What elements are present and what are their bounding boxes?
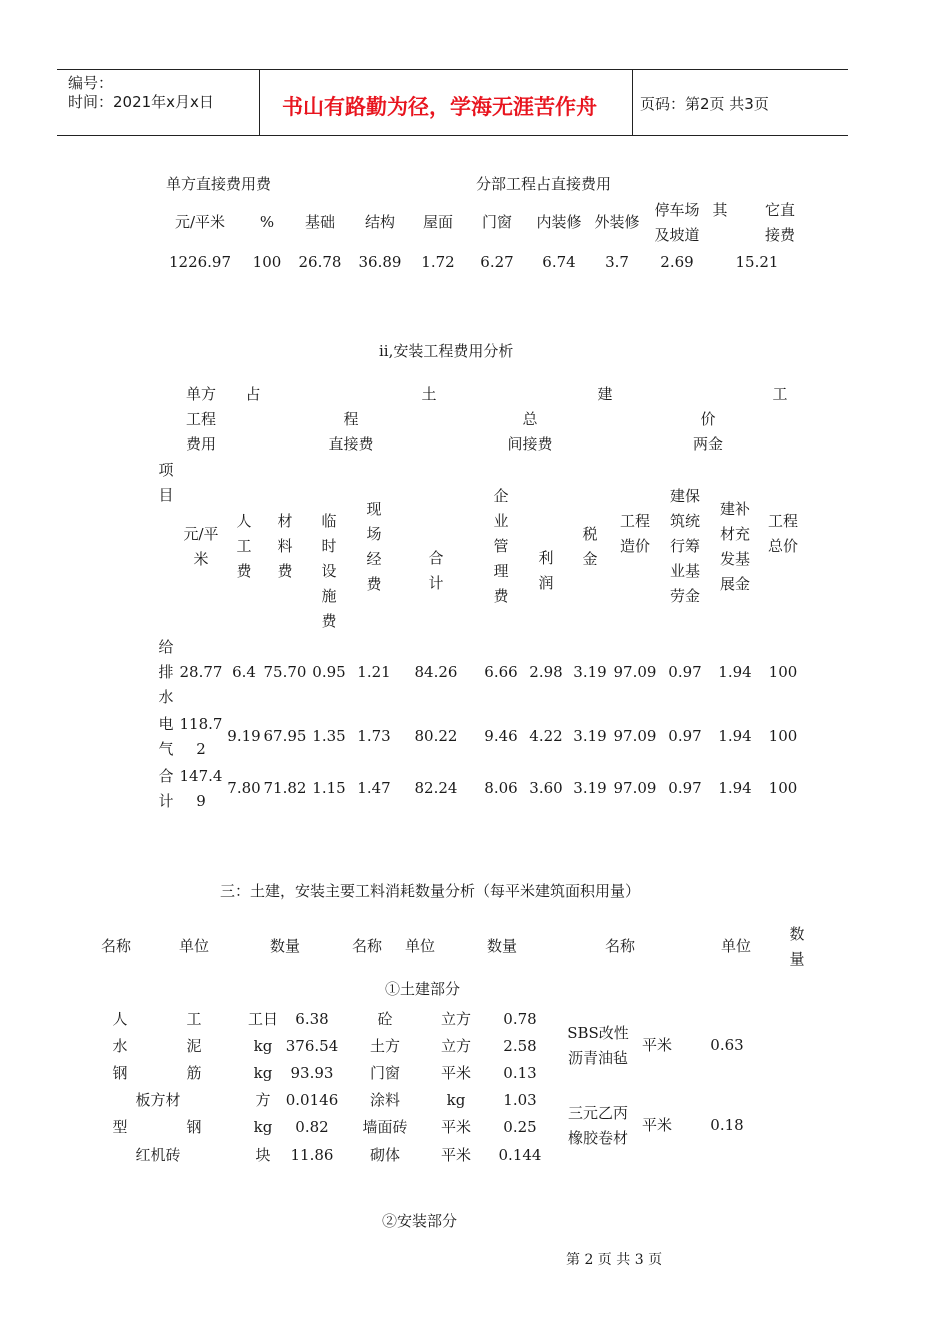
s3-col3-qty: 0.18 [710, 1116, 744, 1134]
s3-header: 数量 [269, 937, 300, 955]
s1-value: 1.72 [421, 253, 455, 271]
s2-top-header-cell: 建 [597, 385, 613, 403]
s2-row-value: 1.15 [312, 779, 346, 797]
s2-top-header-cell: 土 [421, 385, 437, 403]
s3-col1-name-tail: 工 [186, 1010, 202, 1028]
s3-col1-name: 人 [112, 1010, 128, 1028]
s1-left-heading: 单方直接费用费 [166, 175, 272, 193]
s2-sub-header: 建补 材充 发基 展金 [719, 500, 750, 593]
s1-col-header: 它直 接费 [764, 201, 795, 244]
header-page-info: 页码：第2页 共3页 [640, 95, 769, 113]
s3-col2-qty: 0.78 [503, 1010, 537, 1028]
s3-header: 单位 [404, 937, 435, 955]
s2-sub-header: 合 计 [428, 549, 444, 592]
s3-header: 名称 [100, 937, 131, 955]
s3-col1-qty: 0.82 [295, 1118, 329, 1136]
s3-col2-name: 涂料 [369, 1091, 400, 1109]
s1-col-header: 停车场 及坡道 [654, 201, 700, 244]
s2-row-value: 9.19 [227, 727, 261, 745]
s2-row-cost: 147.4 9 [179, 767, 223, 810]
s2-row-value: 1.94 [718, 727, 752, 745]
s3-col1-unit: kg [253, 1064, 273, 1082]
s2-top-header-cell: 占 [245, 385, 261, 403]
s2-row-value: 4.22 [529, 727, 563, 745]
s2-row-name: 给 排 水 [158, 638, 174, 706]
s1-col-header: 内装修 [536, 213, 582, 231]
s3-col3-name: 三元乙丙 橡胶卷材 [567, 1104, 628, 1147]
s2-row-value: 1.21 [357, 663, 391, 681]
s2-row-value: 0.97 [668, 727, 702, 745]
s3-col1-qty: 11.86 [290, 1146, 334, 1164]
s1-value: 26.78 [298, 253, 342, 271]
s3-col2-qty: 2.58 [503, 1037, 537, 1055]
s3-header: 名称 [351, 937, 382, 955]
header-divider-left [259, 69, 260, 136]
s3-col1-name: 板方材 [135, 1091, 181, 1109]
s2-top-header-cell: 单方 工程 费用 [185, 385, 216, 453]
s2-row-value: 8.06 [484, 779, 518, 797]
s3-col3-qty: 0.63 [710, 1036, 744, 1054]
s3-header: 数量 [486, 937, 517, 955]
s2-row-value: 80.22 [414, 727, 458, 745]
header-top-rule [57, 69, 848, 70]
s2-sub-header: 人 工 费 [236, 512, 252, 580]
s3-col1-qty: 0.0146 [285, 1091, 339, 1109]
s2-row-value: 1.47 [357, 779, 391, 797]
s1-col-header: 外装修 [594, 213, 640, 231]
s3-col1-unit: 块 [255, 1146, 271, 1164]
s3-col1-unit: 工日 [247, 1010, 278, 1028]
s2-row-value: 82.24 [414, 779, 458, 797]
s2-row-cost: 28.77 [179, 663, 223, 681]
s2-row-name: 电 气 [158, 715, 174, 758]
s3-col2-unit: 平米 [440, 1146, 471, 1164]
s3-col3-name: SBS改性 沥青油毡 [567, 1024, 629, 1067]
s2-row-value: 3.19 [573, 779, 607, 797]
s1-value: 100 [252, 253, 282, 271]
s2-row-value: 3.19 [573, 727, 607, 745]
s3-col1-name-tail: 筋 [186, 1064, 202, 1082]
s2-row-value: 6.66 [484, 663, 518, 681]
s2-top-header-cell: 总 间接费 [507, 410, 553, 453]
s3-header: 名称 [604, 937, 635, 955]
s3-col2-name: 砼 [377, 1010, 393, 1028]
s1-col-header: 基础 [304, 213, 335, 231]
s2-row-value: 6.4 [232, 663, 256, 681]
s3-col2-name: 土方 [369, 1037, 400, 1055]
s1-col-header: 其 [712, 201, 728, 219]
s3-col3-unit: 平米 [641, 1036, 672, 1054]
s2-row-value: 7.80 [227, 779, 261, 797]
s1-col-header: 屋面 [422, 213, 453, 231]
header-number-label: 编号： [68, 74, 114, 92]
s1-value: 6.27 [480, 253, 514, 271]
s1-col-header: 门窗 [481, 213, 512, 231]
s3-col1-name: 水 [112, 1037, 128, 1055]
s3-col2-qty: 0.25 [503, 1118, 537, 1136]
s2-row-value: 75.70 [263, 663, 307, 681]
s3-col2-unit: kg [446, 1091, 466, 1109]
s1-value: 36.89 [358, 253, 402, 271]
s3-col1-name-tail: 泥 [186, 1037, 202, 1055]
s3-col1-unit: 方 [255, 1091, 271, 1109]
s3-header: 单位 [720, 937, 751, 955]
s2-top-header-cell: 价 两金 [692, 410, 723, 453]
s2-sub-header: 企 业 管 理 费 [493, 487, 509, 605]
s3-col2-qty: 0.144 [498, 1146, 542, 1164]
s3-col1-name: 型 [112, 1118, 128, 1136]
s2-row-value: 0.95 [312, 663, 346, 681]
s3-title: 三：土建，安装主要工料消耗数量分析（每平米建筑面积用量） [220, 882, 641, 900]
s2-sub-header: 工程 总价 [767, 512, 798, 555]
s2-row-value: 3.19 [573, 663, 607, 681]
s3-subtitle-install: ②安装部分 [382, 1212, 458, 1230]
s2-sub-header: 利 润 [538, 549, 554, 592]
s2-sub-header: 工程 造价 [619, 512, 650, 555]
s2-row-value: 97.09 [613, 663, 657, 681]
s2-row-value: 84.26 [414, 663, 458, 681]
s1-value: 1226.97 [168, 253, 232, 271]
s3-col1-qty: 93.93 [290, 1064, 334, 1082]
s3-header: 数 量 [789, 925, 805, 968]
s2-row-value: 0.97 [668, 779, 702, 797]
s1-value: 6.74 [542, 253, 576, 271]
s3-col1-unit: kg [253, 1037, 273, 1055]
s3-col2-qty: 0.13 [503, 1064, 537, 1082]
s2-row-value: 1.35 [312, 727, 346, 745]
s1-right-heading: 分部工程占直接费用 [476, 175, 612, 193]
s2-row-value: 67.95 [263, 727, 307, 745]
s1-value: 15.21 [735, 253, 779, 271]
s3-col2-name: 砌体 [369, 1146, 400, 1164]
s1-value: 3.7 [605, 253, 629, 271]
s2-row-value: 97.09 [613, 779, 657, 797]
s2-sub-header: 元/平 米 [183, 525, 219, 568]
s3-subtitle-civil: ①土建部分 [385, 980, 461, 998]
header-divider-right [632, 69, 633, 136]
s3-col1-unit: kg [253, 1118, 273, 1136]
s3-col1-name: 红机砖 [135, 1146, 181, 1164]
s3-header: 单位 [178, 937, 209, 955]
s2-top-header-cell: 程 直接费 [328, 410, 374, 453]
header-motto: 书山有路勤为径，学海无涯苦作舟 [282, 95, 597, 119]
s2-row-value: 3.60 [529, 779, 563, 797]
s3-col2-name: 墙面砖 [362, 1118, 408, 1136]
s2-row-value: 1.94 [718, 779, 752, 797]
s3-col1-qty: 6.38 [295, 1010, 329, 1028]
s2-sub-header: 税 金 [582, 525, 598, 568]
s2-row-value: 97.09 [613, 727, 657, 745]
s3-col2-name: 门窗 [369, 1064, 400, 1082]
s2-title: ii,安装工程费用分析 [379, 342, 514, 360]
header-bottom-rule [57, 135, 848, 136]
s2-row-cost: 118.7 2 [179, 715, 223, 758]
s2-top-header-cell: 工 [772, 385, 788, 403]
s3-col2-unit: 平米 [440, 1118, 471, 1136]
s2-row-value: 1.94 [718, 663, 752, 681]
s2-row-value: 0.97 [668, 663, 702, 681]
s3-col2-qty: 1.03 [503, 1091, 537, 1109]
s2-item-label-text: 项 目 [158, 461, 174, 504]
s2-row-name: 合 计 [158, 767, 174, 810]
s2-sub-header: 临 时 设 施 费 [321, 512, 337, 630]
s3-col1-name-tail: 钢 [186, 1118, 202, 1136]
s1-col-header: 结构 [364, 213, 395, 231]
s2-row-value: 100 [768, 663, 798, 681]
s2-sub-header: 建保 筑统 行筹 业基 劳金 [669, 487, 700, 605]
s3-col1-qty: 376.54 [285, 1037, 339, 1055]
s2-row-value: 2.98 [529, 663, 563, 681]
s3-col2-unit: 立方 [440, 1010, 471, 1028]
s3-col1-name: 钢 [112, 1064, 128, 1082]
header-time-label: 时间：2021年x月x日 [68, 93, 214, 111]
s2-sub-header: 材 料 费 [277, 512, 293, 580]
s3-col2-unit: 平米 [440, 1064, 471, 1082]
s2-row-value: 1.73 [357, 727, 391, 745]
s2-row-value: 100 [768, 727, 798, 745]
s1-col-header: % [259, 213, 275, 231]
s3-col2-unit: 立方 [440, 1037, 471, 1055]
s2-row-value: 9.46 [484, 727, 518, 745]
s1-col-header: 元/平米 [174, 213, 226, 231]
s2-row-value: 100 [768, 779, 798, 797]
s3-col3-unit: 平米 [641, 1116, 672, 1134]
s2-sub-header: 现 场 经 费 [366, 500, 382, 593]
s1-value: 2.69 [660, 253, 694, 271]
footer-page-number: 第 2 页 共 3 页 [566, 1252, 663, 1268]
s2-row-value: 71.82 [263, 779, 307, 797]
